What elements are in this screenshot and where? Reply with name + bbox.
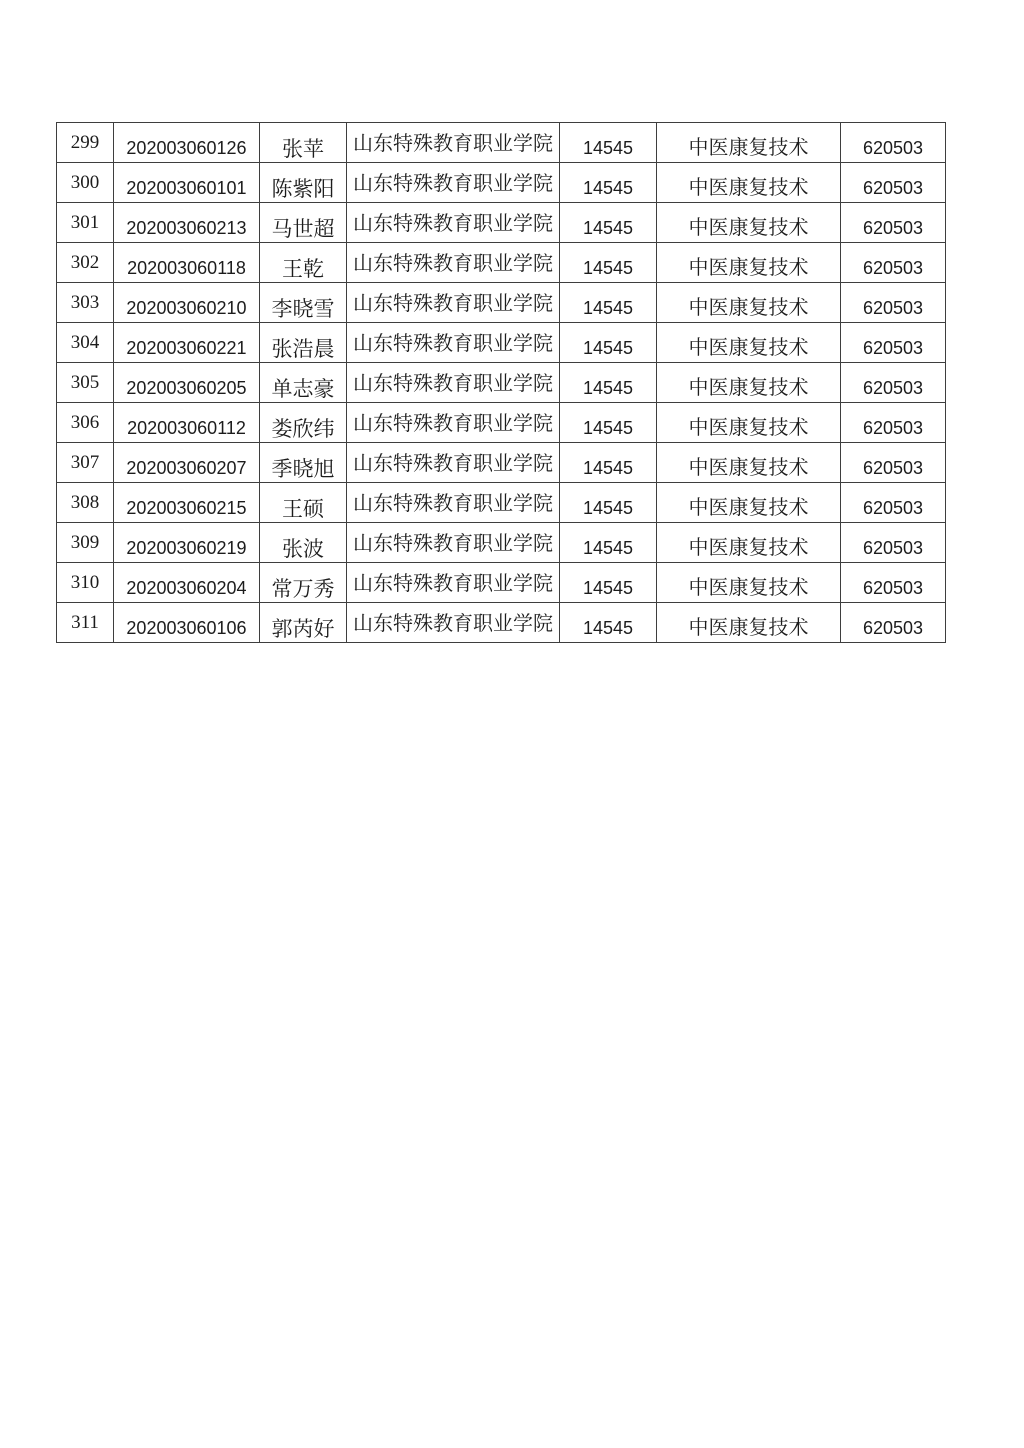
cell-school-code: 14545: [560, 443, 657, 483]
table-row: [57, 563, 946, 603]
table-row: [57, 283, 946, 323]
cell-major-name: 中医康复技术: [657, 283, 841, 323]
table-row: [57, 403, 946, 443]
student-list-table-container: [56, 122, 946, 643]
cell-school-name: 山东特殊教育职业学院: [347, 443, 560, 483]
cell-major-code: 620503: [841, 563, 946, 603]
table-row: [57, 483, 946, 523]
cell-student-id: 202003060204: [114, 563, 260, 603]
cell-school-code: 14545: [560, 163, 657, 203]
cell-major-name: 中医康复技术: [657, 203, 841, 243]
cell-student-id: 202003060207: [114, 443, 260, 483]
cell-school-name: 山东特殊教育职业学院: [347, 523, 560, 563]
cell-major-code: 620503: [841, 443, 946, 483]
cell-school-name: 山东特殊教育职业学院: [347, 483, 560, 523]
cell-major-code: 620503: [841, 283, 946, 323]
cell-major-code: 620503: [841, 523, 946, 563]
cell-student-id: 202003060112: [114, 403, 260, 443]
cell-student-name: 王乾: [260, 243, 347, 283]
table-row: [57, 443, 946, 483]
cell-major-name: 中医康复技术: [657, 563, 841, 603]
table-row: [57, 363, 946, 403]
cell-row-number: 310: [57, 563, 114, 603]
student-list-table-body: [57, 123, 946, 643]
cell-student-id: 202003060205: [114, 363, 260, 403]
cell-student-id: 202003060213: [114, 203, 260, 243]
cell-student-name: 张波: [260, 523, 347, 563]
cell-school-code: 14545: [560, 323, 657, 363]
cell-major-name: 中医康复技术: [657, 163, 841, 203]
cell-school-code: 14545: [560, 203, 657, 243]
cell-student-id: 202003060118: [114, 243, 260, 283]
cell-major-name: 中医康复技术: [657, 123, 841, 163]
cell-school-code: 14545: [560, 563, 657, 603]
table-row: [57, 523, 946, 563]
cell-major-name: 中医康复技术: [657, 443, 841, 483]
cell-row-number: 304: [57, 323, 114, 363]
cell-school-code: 14545: [560, 363, 657, 403]
cell-school-name: 山东特殊教育职业学院: [347, 323, 560, 363]
cell-student-name: 常万秀: [260, 563, 347, 603]
cell-student-id: 202003060126: [114, 123, 260, 163]
cell-row-number: 307: [57, 443, 114, 483]
cell-school-code: 14545: [560, 283, 657, 323]
cell-school-name: 山东特殊教育职业学院: [347, 563, 560, 603]
cell-major-name: 中医康复技术: [657, 363, 841, 403]
cell-student-name: 李晓雪: [260, 283, 347, 323]
cell-row-number: 303: [57, 283, 114, 323]
cell-school-name: 山东特殊教育职业学院: [347, 283, 560, 323]
cell-row-number: 305: [57, 363, 114, 403]
cell-major-code: 620503: [841, 603, 946, 643]
cell-school-code: 14545: [560, 603, 657, 643]
cell-row-number: 308: [57, 483, 114, 523]
cell-school-name: 山东特殊教育职业学院: [347, 163, 560, 203]
cell-major-name: 中医康复技术: [657, 323, 841, 363]
cell-school-name: 山东特殊教育职业学院: [347, 603, 560, 643]
cell-row-number: 306: [57, 403, 114, 443]
table-row: [57, 163, 946, 203]
student-list-table: [56, 122, 946, 643]
cell-row-number: 300: [57, 163, 114, 203]
cell-school-name: 山东特殊教育职业学院: [347, 123, 560, 163]
cell-student-name: 张苹: [260, 123, 347, 163]
cell-student-id: 202003060210: [114, 283, 260, 323]
table-row: [57, 323, 946, 363]
cell-row-number: 311: [57, 603, 114, 643]
cell-student-name: 郭芮好: [260, 603, 347, 643]
cell-student-name: 马世超: [260, 203, 347, 243]
cell-row-number: 301: [57, 203, 114, 243]
cell-major-name: 中医康复技术: [657, 483, 841, 523]
cell-row-number: 302: [57, 243, 114, 283]
cell-student-id: 202003060221: [114, 323, 260, 363]
cell-school-name: 山东特殊教育职业学院: [347, 363, 560, 403]
cell-student-name: 季晓旭: [260, 443, 347, 483]
cell-student-name: 张浩晨: [260, 323, 347, 363]
cell-major-code: 620503: [841, 243, 946, 283]
table-row: [57, 243, 946, 283]
cell-school-name: 山东特殊教育职业学院: [347, 203, 560, 243]
cell-row-number: 299: [57, 123, 114, 163]
cell-student-name: 单志豪: [260, 363, 347, 403]
cell-major-code: 620503: [841, 163, 946, 203]
table-row: [57, 123, 946, 163]
cell-student-name: 陈紫阳: [260, 163, 347, 203]
cell-major-code: 620503: [841, 483, 946, 523]
cell-school-code: 14545: [560, 403, 657, 443]
table-row: [57, 203, 946, 243]
cell-student-id: 202003060215: [114, 483, 260, 523]
cell-student-id: 202003060101: [114, 163, 260, 203]
cell-school-code: 14545: [560, 523, 657, 563]
cell-student-name: 王硕: [260, 483, 347, 523]
cell-major-code: 620503: [841, 203, 946, 243]
cell-school-name: 山东特殊教育职业学院: [347, 243, 560, 283]
cell-major-code: 620503: [841, 323, 946, 363]
cell-major-name: 中医康复技术: [657, 603, 841, 643]
cell-student-id: 202003060219: [114, 523, 260, 563]
cell-school-code: 14545: [560, 123, 657, 163]
cell-major-name: 中医康复技术: [657, 403, 841, 443]
cell-major-code: 620503: [841, 123, 946, 163]
cell-student-name: 娄欣纬: [260, 403, 347, 443]
cell-major-name: 中医康复技术: [657, 243, 841, 283]
cell-student-id: 202003060106: [114, 603, 260, 643]
cell-school-code: 14545: [560, 483, 657, 523]
cell-major-code: 620503: [841, 363, 946, 403]
cell-row-number: 309: [57, 523, 114, 563]
cell-school-code: 14545: [560, 243, 657, 283]
cell-major-name: 中医康复技术: [657, 523, 841, 563]
cell-school-name: 山东特殊教育职业学院: [347, 403, 560, 443]
table-row: [57, 603, 946, 643]
cell-major-code: 620503: [841, 403, 946, 443]
